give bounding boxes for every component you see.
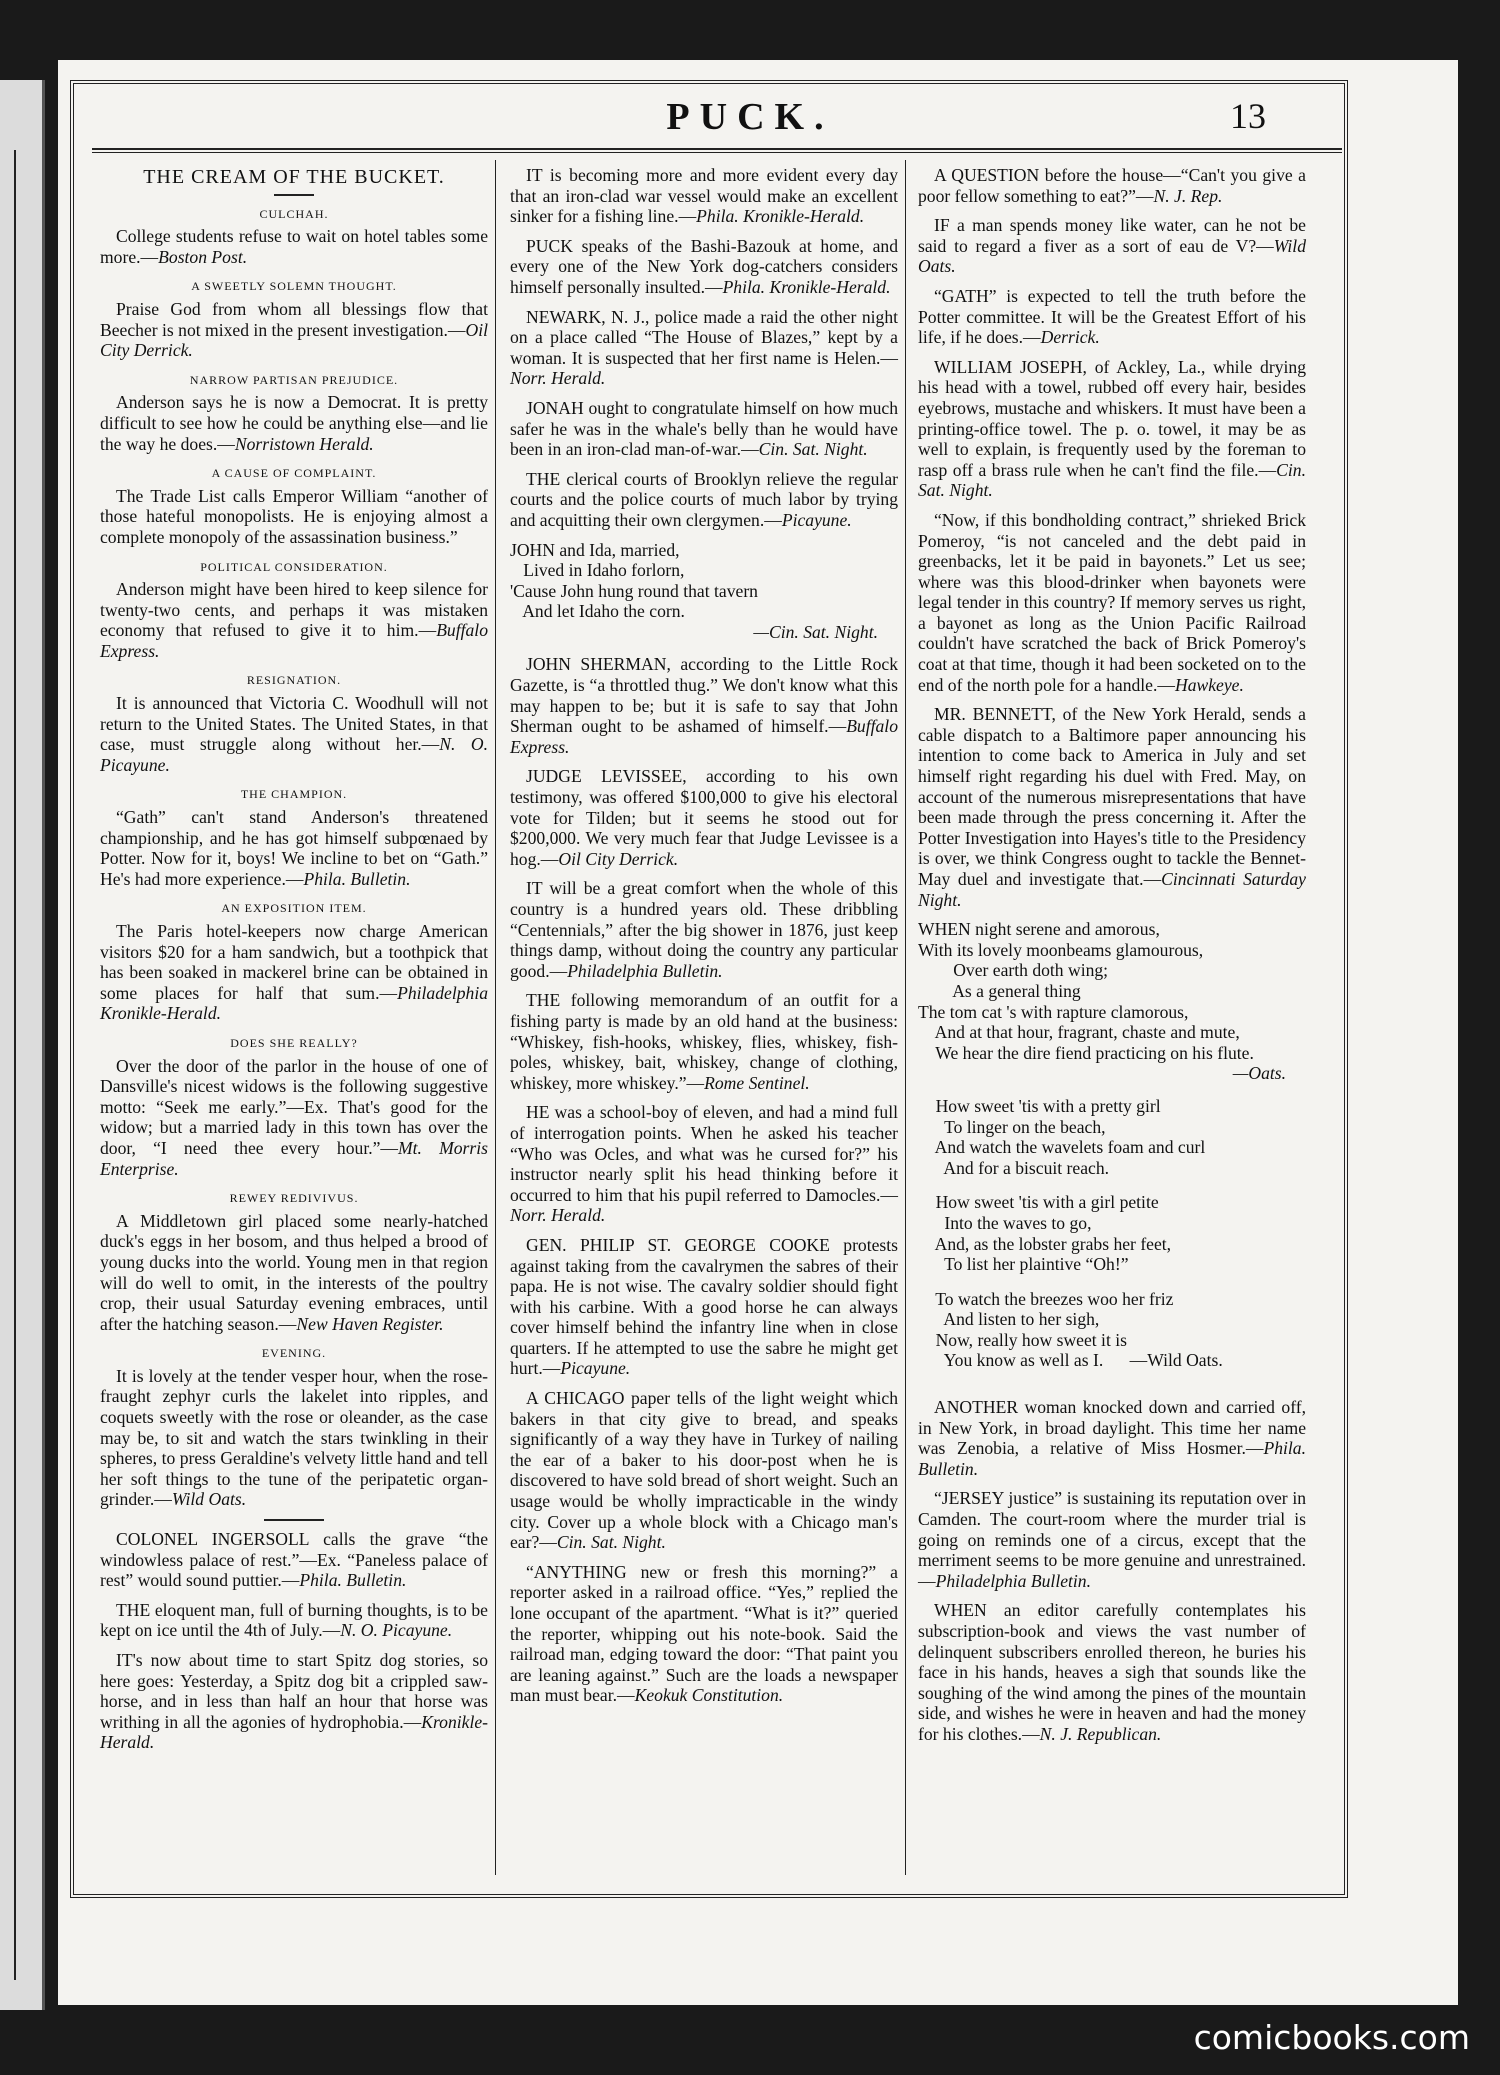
article-text: JOHN SHERMAN, according to the Little Rock Gazette, is “a throttled thug.” We don't know what this may happen to be; but it is safe to say that John Sherman ought to be ashamed of himself.—	[510, 654, 898, 737]
article-paragraph	[510, 307, 898, 389]
article-paragraph	[100, 693, 488, 775]
column-3-items	[918, 165, 1306, 910]
article-text: PUCK speaks of the Bashi-Bazouk at home, and every one of the New York dog-catchers considers himself personally insulted.—	[510, 235, 898, 297]
article-source: N. O. Picayune.	[340, 1620, 453, 1641]
article-paragraph	[510, 1102, 898, 1226]
article-paragraph	[100, 299, 488, 361]
poem-line: And listen to her sigh,	[918, 1309, 1100, 1330]
poem-line: To watch the breezes woo her friz	[918, 1288, 1174, 1309]
article-title: DOES SHE REALLY?	[230, 1035, 358, 1050]
article-paragraph	[100, 807, 488, 889]
article-paragraph	[100, 1366, 488, 1510]
article-text: WHEN an editor carefully contemplates his subscription-book and views the vast number of delinquent subscribers enrolled thereon, he buries his face in his hands, heaves a sigh that sounds like the soughing of the wind among the pines of the mountain side, and wishes he were in heaven and had the money for his clothes.—	[918, 1600, 1306, 1744]
article-paragraph	[510, 165, 898, 227]
article-text: “GATH” is expected to tell the truth before the Potter committee. It will be the Greatest Effort of his life, if he does.—	[918, 285, 1306, 348]
article-paragraph	[918, 1600, 1306, 1744]
column-1-items	[100, 204, 488, 1510]
article-text: ANOTHER woman knocked down and carried off, in New York, in broad daylight. This time her name was Zenobia, a relative of Miss Hosmer.—	[918, 1397, 1306, 1459]
poem-source: —Cin. Sat. Night.	[753, 621, 878, 642]
poem-line: How sweet 'tis with a girl petite	[918, 1192, 1159, 1213]
article-source: Oil City Derrick.	[558, 848, 679, 869]
article-source: Derrick.	[1040, 327, 1100, 348]
article-text: A Middletown girl placed some nearly-hatched duck's eggs in her bosom, and thus helped a brood of young ducks into the world. Young men in that region will do well to omit, in the interests of the poultry crop, their usual Saturday evening embraces, until after the hatching season.—	[100, 1210, 488, 1334]
watermark: comicbooks.com	[1193, 2018, 1470, 2057]
article-paragraph	[510, 654, 898, 757]
article-title: A CAUSE OF COMPLAINT.	[211, 466, 377, 481]
stanza-gap	[918, 1275, 1306, 1289]
article-text: A CHICAGO paper tells of the light weight which bakers in that city give to bread, and speaks significantly of a way they have in Turkey of nailing the ear of a baker to his door-post when he is discovered to have sold bread of short weight. Such an usage would be wholly impracticable in the windy city. Cover up a whole block with a Chicago man's ear?—	[510, 1388, 898, 1553]
column-1-after-items	[100, 1529, 488, 1753]
section-rule	[264, 1519, 324, 1521]
article-paragraph	[510, 1562, 898, 1706]
article-source: N. O. Picayune.	[100, 734, 488, 775]
article-source: Buffalo Express.	[510, 716, 898, 757]
stanza-gap	[918, 1371, 1306, 1385]
article-paragraph	[100, 921, 488, 1024]
column-1	[100, 165, 488, 1762]
article-source: Phila. Bulletin.	[303, 868, 411, 889]
poem	[918, 919, 1306, 1084]
article-source: Norristown Herald.	[234, 433, 374, 454]
article-paragraph	[100, 1529, 488, 1591]
article-source: N. J. Rep.	[1153, 185, 1223, 206]
article-source: Hawkeye.	[1174, 674, 1244, 695]
article-text: THE following memorandum of an outfit for a fishing party is made by an old hand at the business: “Whiskey, fish-hooks, whiskey, flies, whiskey, fish-poles, whiskey, bait, whiskey, change of clothing, whiskey, more whiskey.”—	[510, 990, 898, 1093]
article-text: IT will be a great comfort when the whole of this country is a hundred years old. These dribbling “Centennials,” after the big shower in 1876, just keep things damp, without doing the country any particular good.—	[510, 878, 898, 981]
poem-line: And, as the lobster grabs her feet,	[918, 1233, 1172, 1254]
column-2-items-continued	[510, 654, 898, 1706]
article-source: Oil City Derrick.	[100, 319, 488, 361]
article-source: Buffalo Express.	[100, 620, 488, 661]
article-source: Picayune.	[781, 509, 852, 530]
article-source: Cin. Sat. Night.	[758, 439, 868, 460]
article-paragraph	[510, 1388, 898, 1553]
poem-line: As a general thing	[918, 980, 1081, 1001]
masthead: PUCK.	[666, 96, 834, 138]
article-source: Philadelphia Bulletin.	[567, 960, 723, 981]
article-text: GEN. PHILIP ST. GEORGE COOKE protests against taking from the cavalrymen the sabres of their papa. He is not wise. The cavalry soldier should fight with his carbine. With a good horse he can always cover himself behind the infantry line when in close quarters. If he attempted to use the sabre he might get hurt.—	[510, 1234, 898, 1379]
article-text: IT's now about time to start Spitz dog stories, so here goes: Yesterday, a Spitz dog bit a crippled saw-horse, and in less than half an hour that horse was writhing in all the agonies of hydrophobia.—	[100, 1650, 488, 1732]
article-paragraph	[100, 226, 488, 267]
poem-line: Over earth doth wing;	[918, 960, 1109, 981]
masthead-rule	[92, 148, 1342, 153]
article-paragraph	[918, 357, 1306, 501]
poem-line: The tom cat 's with rapture clamorous,	[918, 1001, 1189, 1022]
article-source: Phila. Bulletin.	[918, 1438, 1306, 1479]
article-title: A SWEETLY SOLEMN THOUGHT.	[191, 279, 397, 294]
poem-line: You know as well as I. —Wild Oats.	[918, 1350, 1223, 1371]
article-text: “JERSEY justice” is sustaining its reputation over in Camden. The court-room where the murder trial is going on reminds one of a circus, except that the merriment seems to be more genuine and unrestrained.—	[918, 1488, 1306, 1591]
article-paragraph	[100, 392, 488, 454]
article-title: CULCHAH.	[259, 206, 329, 221]
article-text: THE clerical courts of Brooklyn relieve the regular courts and the police courts of much labor by trying and acquitting their own clergymen.—	[510, 468, 898, 530]
article-source: Philadelphia Bulletin.	[935, 1570, 1091, 1591]
poem-line: WHEN night serene and amorous,	[918, 919, 1160, 940]
article-source: Cin. Sat. Night.	[556, 1532, 666, 1553]
article-title: THE CHAMPION.	[240, 787, 348, 802]
article-text: WILLIAM JOSEPH, of Ackley, La., while drying his head with a towel, rubbed off every hair, besides eyebrows, mustache and whiskers. It must have been a printing-office towel. The p. o. towel, it may be as well to explain, is frequently used by the foreman to rasp off a brass rule when he can't find the file.—	[918, 356, 1306, 480]
article-source: N. J. Republican.	[1039, 1723, 1162, 1744]
article-source: Norr. Herald.	[510, 368, 606, 389]
article-paragraph	[918, 1397, 1306, 1479]
article-title: AN EXPOSITION ITEM.	[221, 901, 367, 916]
article-text: It is announced that Victoria C. Woodhull will not return to the United States. The United States, in that case, must struggle along without her.—	[100, 693, 488, 755]
article-paragraph	[918, 1488, 1306, 1591]
article-source: Keokuk Constitution.	[634, 1685, 784, 1706]
poem-line: And at that hour, fragrant, chaste and mute,	[918, 1022, 1240, 1043]
article-text: College students refuse to wait on hotel tables some more.—	[100, 226, 488, 267]
page-number: 13	[1230, 96, 1266, 136]
column-2	[510, 165, 898, 1715]
article-text: IF a man spends money like water, can he not be said to regard a fiver as a sort of eau de V?—	[918, 215, 1306, 256]
poem-line: Lived in Idaho forlorn,	[510, 560, 685, 581]
article-source: Norr. Herald.	[510, 1205, 606, 1226]
poem-line: Now, really how sweet it is	[918, 1329, 1127, 1350]
poem-line: And watch the wavelets foam and curl	[918, 1137, 1206, 1158]
article-text: Praise God from whom all blessings flow that Beecher is not mixed in the present investigation.—	[100, 298, 488, 340]
article-source: Phila. Bulletin.	[299, 1570, 407, 1591]
article-paragraph	[918, 286, 1306, 348]
article-paragraph	[100, 1211, 488, 1335]
article-paragraph	[510, 766, 898, 869]
poem	[918, 1096, 1306, 1385]
poem-line: And for a biscuit reach.	[918, 1157, 1110, 1178]
article-source: Cin. Sat. Night.	[918, 459, 1306, 501]
article-text: It is lovely at the tender vesper hour, when the rose-fraught zephyr curls the lakelet into ripples, and coquets sweetly with the rose or oleander, as the case may be, to sit and watch the stars twinkling in their spheres, to press Geraldine's velvety little hand and tell her soft things to the tune of the peripatetic organ-grinder.—	[100, 1365, 488, 1510]
poem-line: 'Cause John hung round that tavern	[510, 580, 758, 601]
article-text: Anderson says he is now a Democrat. It is pretty difficult to see how he could be anything else—and lie the way he does.—	[100, 392, 488, 454]
article-paragraph	[510, 469, 898, 531]
article-paragraph	[918, 704, 1306, 910]
heading-rule	[274, 194, 314, 196]
poem-source: —Oats.	[1232, 1063, 1286, 1084]
article-paragraph	[510, 398, 898, 460]
article-source: Philadelphia Kronikle-Herald.	[100, 982, 488, 1024]
article-paragraph	[100, 1056, 488, 1180]
article-text: JONAH ought to congratulate himself on how much safer he was in the whale's belly than he would have been in an iron-clad man-of-war.—	[510, 397, 898, 460]
article-text: JUDGE LEVISSEE, according to his own testimony, was offered $100,000 to give his electoral vote for Tilden; but it seems he stood out for $200,000. We very much fear that Judge Levissee is a hog.—	[510, 766, 898, 869]
article-paragraph	[100, 1600, 488, 1641]
article-source: Boston Post.	[158, 246, 248, 267]
poem-line: With its lovely moonbeams glamourous,	[918, 939, 1204, 960]
article-paragraph	[918, 215, 1306, 277]
article-paragraph	[918, 510, 1306, 695]
article-source: Picayune.	[560, 1358, 631, 1379]
article-title: POLITICAL CONSIDERATION.	[200, 559, 388, 574]
poem-line: To list her plaintive “Oh!”	[918, 1254, 1129, 1275]
article-text: IT is becoming more and more evident every day that an iron-clad war vessel would make an excellent sinker for a fishing line.—	[510, 165, 898, 227]
column-divider	[495, 160, 496, 1875]
column-3	[918, 165, 1306, 1754]
article-title: RESIGNATION.	[246, 673, 342, 688]
article-paragraph	[100, 1650, 488, 1753]
poem	[510, 540, 898, 643]
article-source: Wild Oats.	[171, 1489, 247, 1510]
column-2-items	[510, 165, 898, 531]
article-text: “Gath” can't stand Anderson's threatened championship, and he has got himself subpœnaed by Potter. Now for it, boys! We incline to bet on “Gath.” He's had more experience.—	[100, 807, 488, 889]
stanza-gap	[918, 1178, 1306, 1192]
article-text: “Now, if this bondholding contract,” shrieked Brick Pomeroy, “is not canceled and the debt paid in greenbacks, let it be paid in bayonets.” Let us see; where was this blood-drinker when bayonets were legal tender in this country? If memory serves us right, a bayonet as long as the Union Pacific Railroad couldn't have scratched the back of Brick Pomeroy's coat at that time, though it had been socketed on to the end of the north pole for a handle.—	[918, 509, 1306, 695]
article-text: THE eloquent man, full of burning thoughts, is to be kept on ice until the 4th of July.—	[100, 1599, 488, 1641]
left-page-rule	[0, 150, 16, 1980]
article-text: The Paris hotel-keepers now charge American visitors $20 for a ham sandwich, but a toothpick that has been soaked in mackerel brine can be obtained in some places for half that sum.—	[100, 921, 488, 1003]
poem-line: And let Idaho the corn.	[510, 601, 685, 622]
article-title: REWEY REDIVIVUS.	[229, 1191, 359, 1206]
article-source: Phila. Kronikle-Herald.	[722, 276, 891, 297]
poem-line: We hear the dire fiend practicing on his flute.	[918, 1042, 1254, 1063]
article-text: Anderson might have been hired to keep silence for twenty-two cents, and perhaps it was mistaken economy that refused to give it to him.—	[100, 579, 488, 641]
poem-line: To linger on the beach,	[918, 1116, 1106, 1137]
article-source: Wild Oats.	[918, 235, 1306, 277]
article-source: Cincinnati Saturday Night.	[918, 869, 1306, 910]
poem-line: JOHN and Ida, married,	[510, 539, 680, 560]
article-text: “ANYTHING new or fresh this morning?” a reporter asked in a railroad office. “Yes,” replied the lone occupant of the apartment. “What is it?” queried the reporter, whipping out his note-book. Said the railroad man, edging toward the door: “That paint you are leaning against.” Such are the loads a newspaper man must bear.—	[510, 1561, 898, 1706]
article-text: COLONEL INGERSOLL calls the grave “the windowless palace of rest.”—Ex. “Paneless palace of rest” would sound puttier.—	[100, 1529, 488, 1591]
article-paragraph	[510, 878, 898, 981]
article-source: New Haven Register.	[296, 1313, 444, 1334]
article-paragraph	[510, 1235, 898, 1379]
article-paragraph	[100, 579, 488, 661]
poem-line: Into the waves to go,	[918, 1212, 1092, 1233]
article-text: Over the door of the parlor in the house of one of Dansville's nicest widows is the following suggestive motto: “Seek me early.”—Ex. That's good for the widow; but a married lady in this town has over the door, “I need thee every hour.”—	[100, 1055, 488, 1158]
article-text: NEWARK, N. J., police made a raid the other night on a place called “The House of Blazes,” kept by a woman. It is suspected that her first name is Helen.—	[510, 306, 898, 368]
article-source: Mt. Morris Enterprise.	[100, 1137, 488, 1179]
article-title: EVENING.	[261, 1346, 327, 1361]
section-heading: THE CREAM OF THE BUCKET.	[143, 166, 445, 188]
article-paragraph	[100, 486, 488, 548]
article-text: HE was a school-boy of eleven, and had a mind full of interrogation points. When he asked his teacher “Who was Ocles, and what was he cursed for?” his instructor nearly split his head thinking before it occurred to him that his pupil referred to Damocles.—	[510, 1102, 898, 1205]
article-source: Phila. Kronikle-Herald.	[696, 206, 865, 227]
article-text: The Trade List calls Emperor William “another of those hateful monopolists. He is enjoying almost a complete monopoly of the assassination business.”	[100, 485, 488, 547]
article-source: Rome Sentinel.	[704, 1072, 810, 1093]
column-divider	[905, 160, 906, 1875]
column-3-items-continued	[918, 1397, 1306, 1745]
left-page-edge	[0, 80, 45, 2010]
article-source: Kronikle-Herald.	[100, 1711, 488, 1753]
article-paragraph	[918, 165, 1306, 206]
article-text: A QUESTION before the house—“Can't you give a poor fellow something to eat?”—	[918, 165, 1306, 206]
article-paragraph	[510, 990, 898, 1093]
article-paragraph	[510, 236, 898, 298]
article-title: NARROW PARTISAN PREJUDICE.	[189, 372, 399, 387]
article-text: MR. BENNETT, of the New York Herald, sends a cable dispatch to a Baltimore paper announcing his intention to come back to America in July and set himself right regarding his duel with Fred. May, on account of the numerous misrepresentations that have been made through the press concerning it. After the Potter Investigation into Hayes's title to the Presidency is over, we think Congress ought to tackle the Bennet-May duel and investigate that.—	[918, 704, 1306, 889]
poem-line: How sweet 'tis with a pretty girl	[918, 1095, 1161, 1116]
